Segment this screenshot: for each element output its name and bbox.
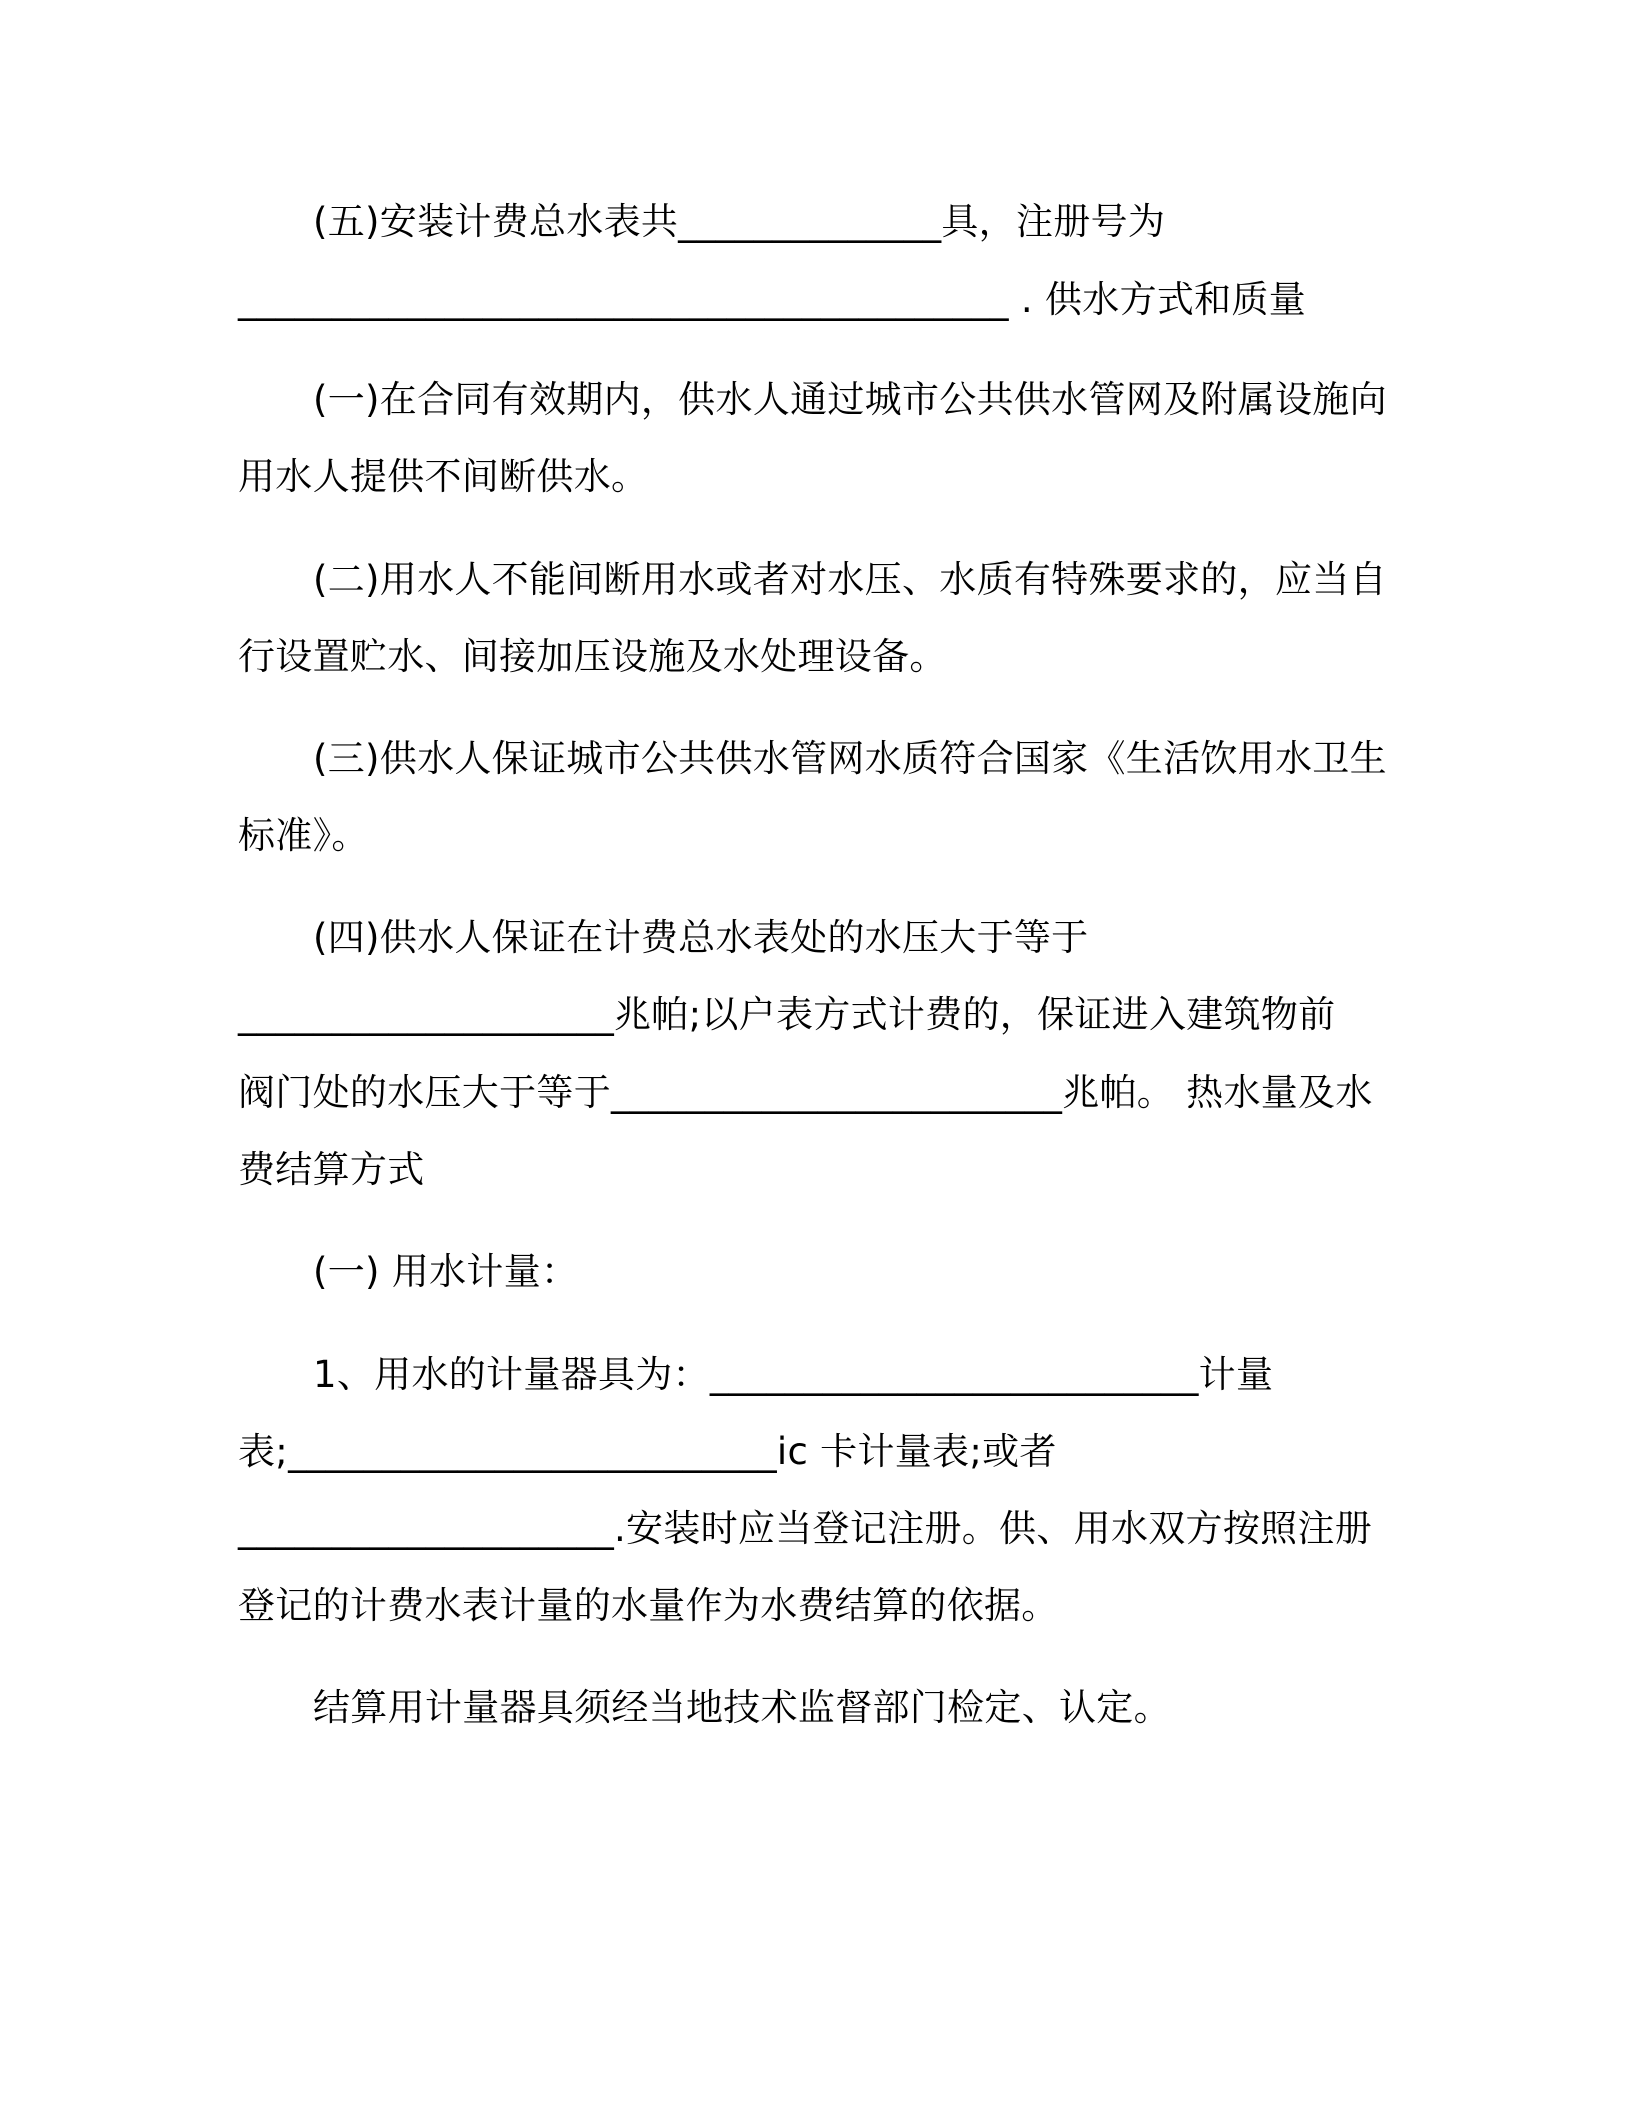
text-line: 结算用计量器具须经当地技术监督部门检定、认定。 [313, 1686, 1171, 1729]
text-line: _________________________________________ . 供水方式和质量 [238, 278, 1307, 321]
text-line: ____________________.安装时应当登记注册。供、用水双方按照注册 [238, 1507, 1373, 1550]
text-line: 行设置贮水、间接加压设施及水处理设备。 [238, 635, 947, 678]
text-line: ____________________兆帕;以户表方式计费的，保证进入建筑物前 [238, 993, 1336, 1036]
text-line: (一)在合同有效期内，供水人通过城市公共供水管网及附属设施向 [313, 378, 1387, 421]
text-line: 费结算方式 [238, 1148, 425, 1191]
text-line: 阀门处的水压大于等于________________________兆帕。 热水量及水 [238, 1071, 1373, 1114]
text-line: 标准》。 [238, 814, 369, 857]
text-line: 1、用水的计量器具为：__________________________计量 [313, 1353, 1274, 1396]
text-line: (五)安装计费总水表共______________具，注册号为 [313, 200, 1166, 243]
text-line: (四)供水人保证在计费总水表处的水压大于等于 [313, 916, 1089, 959]
text-line: 表;__________________________ic 卡计量表;或者 [238, 1430, 1057, 1473]
text-line: 登记的计费水表计量的水量作为水费结算的依据。 [238, 1584, 1059, 1627]
text-line: 用水人提供不间断供水。 [238, 455, 649, 498]
text-line: (三)供水人保证城市公共供水管网水质符合国家《生活饮用水卫生 [313, 737, 1387, 780]
text-line: (二)用水人不能间断用水或者对水压、水质有特殊要求的，应当自 [313, 558, 1387, 601]
text-line: (一) 用水计量： [313, 1250, 579, 1293]
